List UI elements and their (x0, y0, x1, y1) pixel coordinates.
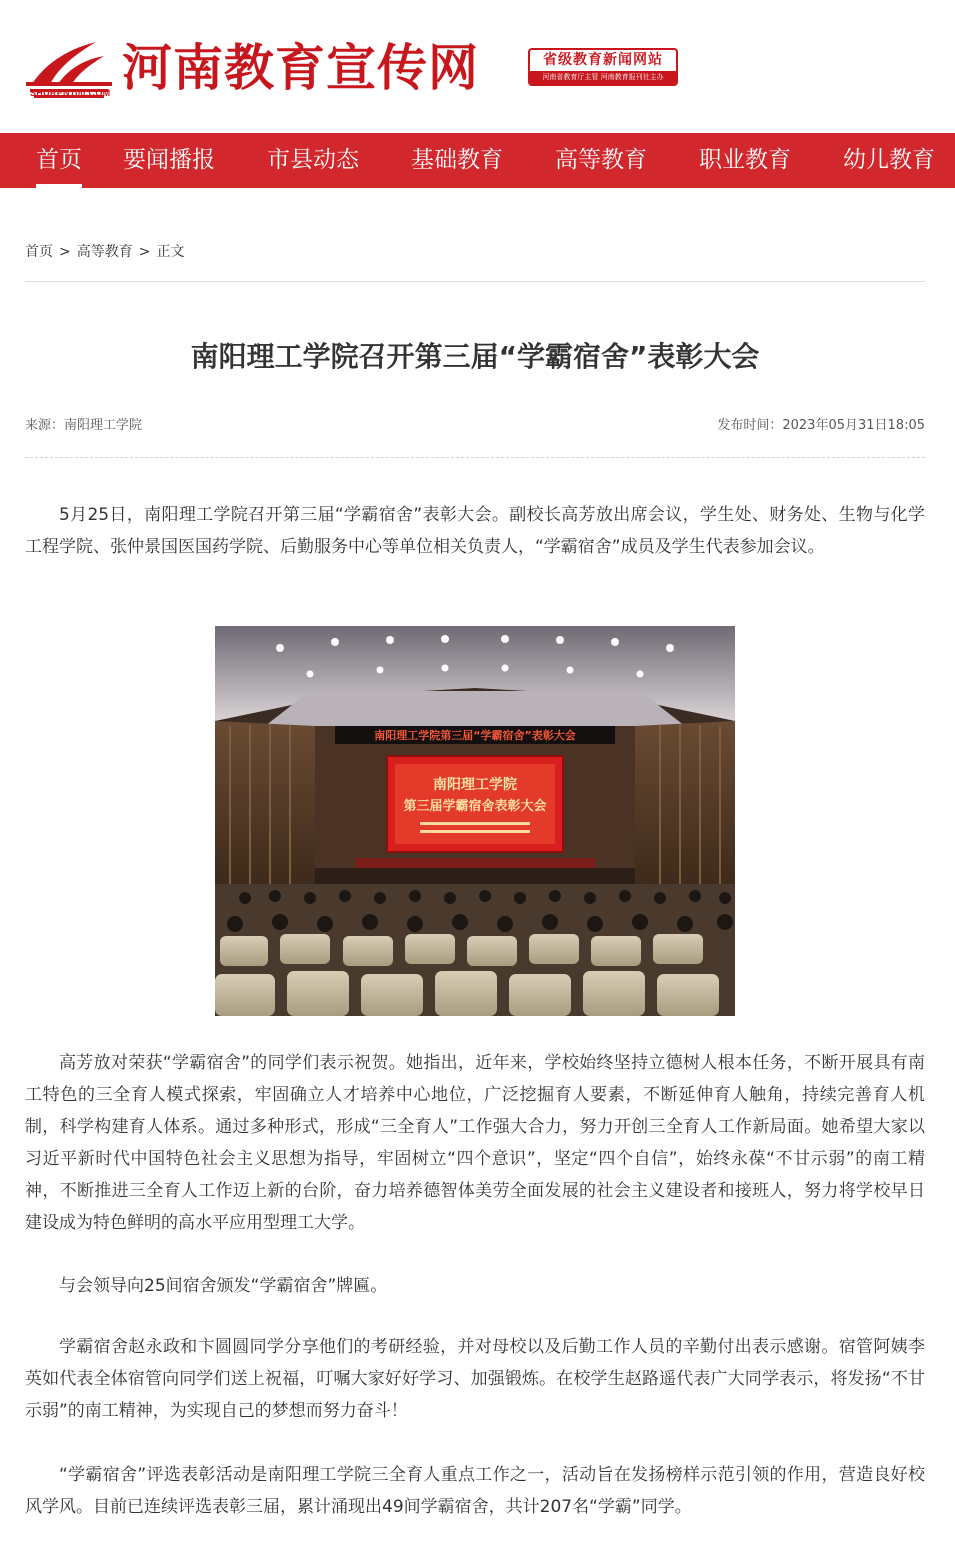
nav-item-vocational-education[interactable]: 职业教育 (699, 147, 791, 173)
badge-title: 省级教育新闻网站 (543, 52, 663, 68)
breadcrumb (25, 241, 184, 261)
site-url: SHUREN100.COM (30, 88, 111, 98)
article-publish-time: 发布时间：2023年05月31日18:05 (717, 418, 925, 433)
article-paragraph: 与会领导向25间宿舍颁发“学霸宿舍”牌匾。 (59, 1276, 388, 1296)
breadcrumb-section-link[interactable]: 高等教育 (76, 244, 133, 260)
photo-banner-text: 南阳理工学院第三届“学霸宿舍”表彰大会 (374, 729, 576, 742)
badge-subtitle: 河南省教育厅主管 河南教育报刊社主办 (530, 71, 676, 84)
site-header (0, 0, 955, 133)
article-meta-divider (25, 457, 925, 458)
site-badge (528, 48, 678, 86)
photo-screen-line1: 南阳理工学院 (433, 777, 517, 793)
photo-screen-line2: 第三届学霸宿舍表彰大会 (403, 799, 547, 814)
article-paragraph: 高芳放对荣获“学霸宿舍”的同学们表示祝贺。她指出，近年来，学校始终坚持立德树人根本任务，不断开展具有南工特色的三全育人模式探索，牢固确立人才培养中心地位，广泛挖掘育人要素，不断延伸育人触角，持续完善育人机制，科学构建育人体系。通过多种形式，形成“三全育人”工作强大合力，努力开创三全育人工作新局面。她希望大家以习近平新时代中国特色社会主义思想为指导，牢固树立“四个意识”，坚定“四个自信”，始终永葆“不甘示弱”的南工精神，不断推进三全育人工作迈上新的台阶，奋力培养德智体美劳全面发展的社会主义建设者和接班人，努力将学校早日建设成为特色鲜明的高水平应用型理工大学。 (25, 1053, 925, 1233)
breadcrumb-current: 正文 (156, 244, 185, 260)
breadcrumb-separator: > (59, 244, 71, 260)
article-source: 来源：南阳理工学院 (25, 418, 143, 433)
site-title[interactable]: 河南教育宣传网 (122, 38, 479, 97)
nav-item-news[interactable]: 要闻播报 (123, 147, 215, 173)
article-paragraph: “学霸宿舍”评选表彰活动是南阳理工学院三全育人重点工作之一，活动旨在发扬榜样示范引领的作用，营造良好校风学风。目前已连续评选表彰三届，累计涌现出49间学霸宿舍，共计207名“学霸”同学。 (25, 1465, 925, 1517)
nav-item-home[interactable]: 首页 (36, 133, 82, 188)
article-paragraph: 5月25日，南阳理工学院召开第三届“学霸宿舍”表彰大会。副校长高芳放出席会议，学生处、财务处、生物与化学工程学院、张仲景国医国药学院、后勤服务中心等单位相关负责人，“学霸宿舍”成员及学生代表参加会议。 (25, 505, 925, 557)
article-paragraph: 学霸宿舍赵永政和卞圆圆同学分享他们的考研经验，并对母校以及后勤工作人员的辛勤付出表示感谢。宿管阿姨李英如代表全体宿管向同学们送上祝福，叮嘱大家好好学习、加强锻炼。在校学生赵路遥代表广大同学表示，将发扬“不甘示弱”的南工精神，为实现自己的梦想而努力奋斗！ (25, 1337, 925, 1421)
nav-item-higher-education[interactable]: 高等教育 (555, 147, 647, 173)
breadcrumb-home-link[interactable]: 首页 (25, 244, 53, 260)
nav-item-basic-education[interactable]: 基础教育 (411, 147, 503, 173)
main-nav (0, 133, 955, 188)
nav-item-city-county[interactable]: 市县动态 (267, 147, 359, 173)
breadcrumb-divider (25, 281, 925, 282)
article-photo (215, 626, 735, 1016)
breadcrumb-separator: > (138, 244, 151, 260)
nav-item-preschool-education[interactable]: 幼儿教育 (843, 147, 935, 173)
article-title: 南阳理工学院召开第三届“学霸宿舍”表彰大会 (190, 340, 760, 373)
